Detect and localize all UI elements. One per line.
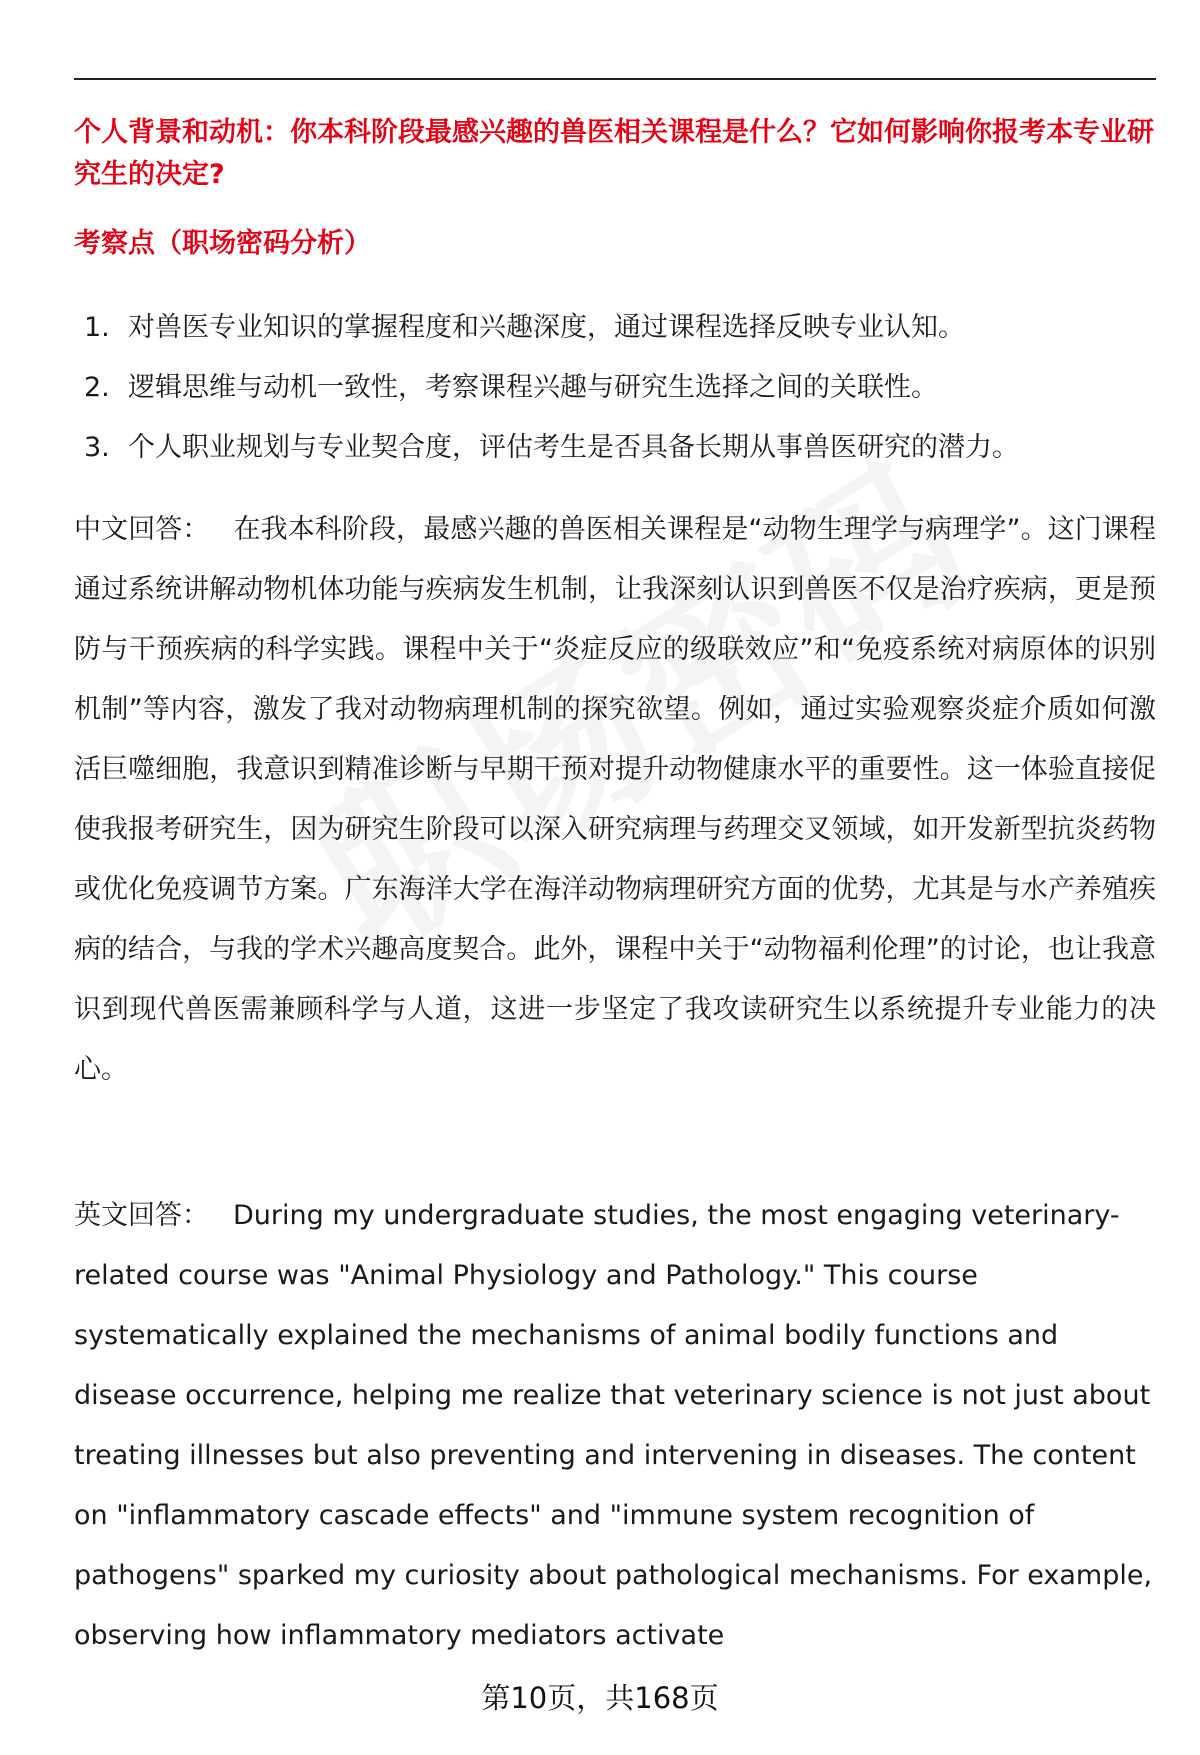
english-answer <box>74 1186 1156 1666</box>
list-item <box>84 358 1156 418</box>
list-text: 个人职业规划与专业契合度，评估考生是否具备长期从事兽医研究的潜力。 <box>128 432 1019 463</box>
list-number: 2. <box>84 372 110 403</box>
chinese-answer-label: 中文回答： <box>74 514 210 545</box>
assessment-title: 考察点（职场密码分析） <box>74 228 371 259</box>
list-text: 对兽医专业知识的掌握程度和兴趣深度，通过课程选择反映专业认知。 <box>128 312 965 343</box>
assessment-points <box>84 298 1156 478</box>
list-item <box>84 298 1156 358</box>
list-number: 3. <box>84 432 110 463</box>
chinese-answer-text: 在我本科阶段，最感兴趣的兽医相关课程是“动物生理学与病理学”。这门课程通过系统讲解动物机体功能与疾病发生机制，让我深刻认识到兽医不仅是治疗疾病，更是预防与干预疾病的科学实践。课程中关于“炎症反应的级联效应”和“免疫系统对病原体的识别机制”等内容，激发了我对动物病理机制的探究欲望。例如，通过实验观察炎症介质如何激活巨噬细胞，我意识到精准诊断与早期干预对提升动物健康水平的重要性。这一体验直接促使我报考研究生，因为研究生阶段可以深入研究病理与药理交叉领域，如开发新型抗炎药物或优化免疫调节方案。广东海洋大学在海洋动物病理研究方面的优势，尤其是与水产养殖疾病的结合，与我的学术兴趣高度契合。此外，课程中关于“动物福利伦理”的讨论，也让我意识到现代兽医需兼顾科学与人道，这进一步坚定了我攻读研究生以系统提升专业能力的决心。 <box>74 514 1156 1085</box>
english-answer-text: During my undergraduate studies, the most engaging veterinary-related course was "Animal Physiology and Pathology." This course systematically explained the mechanisms of animal bodily functions and disease occurrence, helping me realize that veterinary science is not just about treating illnesses but also preventing and intervening in diseases. The content on "inflammatory cascade effects" and "immune system recognition of pathogens" sparked my curiosity about pathological mechanisms. For example, observing how inflammatory mediators activate <box>74 1200 1153 1651</box>
list-text: 逻辑思维与动机一致性，考察课程兴趣与研究生选择之间的关联性。 <box>128 372 938 403</box>
header-rule <box>74 78 1156 80</box>
question-heading: 个人背景和动机：你本科阶段最感兴趣的兽医相关课程是什么？它如何影响你报考本专业研究生的决定? <box>74 117 1154 190</box>
list-number: 1. <box>84 312 110 343</box>
page-number: 第10页，共168页 <box>481 1681 719 1715</box>
chinese-answer <box>74 500 1156 1100</box>
list-item <box>84 418 1156 478</box>
english-answer-label: 英文回答： <box>74 1200 209 1231</box>
